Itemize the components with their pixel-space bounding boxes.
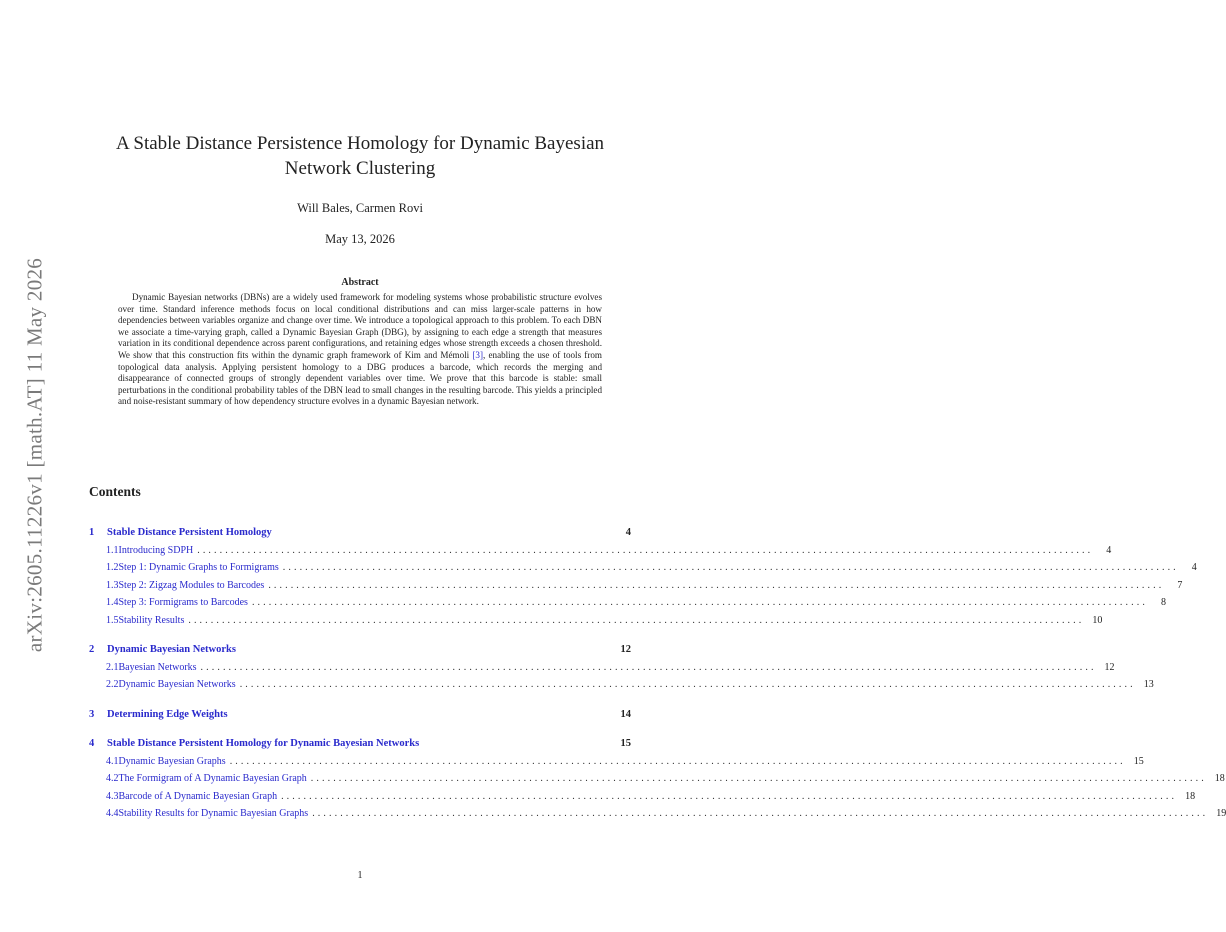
toc-leader-dots: ................................................................................................................................................................ [268, 579, 1165, 591]
toc-entry-label[interactable]: Dynamic Bayesian Networks [107, 644, 236, 655]
toc-entry-page: 18 [1185, 790, 1196, 802]
toc-subsection-1-4[interactable] [89, 597, 1166, 608]
page-number: 1 [357, 870, 363, 881]
toc-entry-number: 2 [89, 644, 95, 655]
toc-subsection-4-1[interactable] [89, 755, 1144, 767]
toc-entry-label[interactable]: Dynamic Bayesian Networks [118, 679, 236, 690]
toc-entry-number: 1 [89, 527, 95, 538]
toc-entry-label[interactable]: The Formigram of A Dynamic Bayesian Graph [118, 773, 307, 784]
toc-entry-number: 1.3 [106, 579, 119, 591]
toc-entry-page: 8 [1160, 597, 1166, 608]
toc-subsection-1-1[interactable] [89, 544, 1112, 556]
toc-entry-label[interactable]: Step 2: Zigzag Modules to Barcodes [118, 579, 265, 591]
toc-entry-label[interactable]: Stable Distance Persistent Homology for Dynamic Bayesian Networks [107, 738, 420, 749]
toc-entry-number: 4.3 [106, 790, 119, 802]
toc-subsection-4-3[interactable] [89, 790, 1196, 802]
abstract-text-part-2: , enabling the use of tools from topological data analysis. Applying persistent homology to a DBG produces a barcode, which records the merging and disappearance of connected groups of strongly dependent variables over time. We prove that this barcode is stable: small perturbations in the conditional probability tables of the DBN lead to small changes in the resulting barcode. This yields a principled and noise-resistant summary of how dependency structure evolves in a dynamic Bayesian network. [118, 349, 602, 407]
paper-authors: Will Bales, Carmen Rovi [297, 201, 423, 215]
citation-link[interactable]: [3] [472, 349, 484, 360]
toc-leader-dots: ................................................................................................................................................................ [200, 661, 1097, 673]
toc-entry-page: 12 [620, 644, 631, 655]
toc-entry-page: 7 [1177, 579, 1183, 591]
toc-leader-dots: ................................................................................................................................................................ [312, 808, 1209, 819]
abstract-body [118, 292, 602, 408]
toc-entry-label[interactable]: Dynamic Bayesian Graphs [118, 755, 226, 767]
toc-entry-number: 2.2 [106, 679, 119, 690]
abstract-text-part-1: Dynamic Bayesian networks (DBNs) are a widely used framework for modeling systems whose probabilistic structure evolves over time. Standard inference methods focus on local conditional distributions and can miss larger-scale patterns in how dependencies between variables organize and change over time. We introduce a topological approach to this problem. To each DBN we associate a time-varying graph, called a Dynamic Bayesian Graph (DBG), by assigning to each edge a strength that measures variation in its conditional dependence across parent configurations, and retaining edges whose strength exceeds a chosen threshold. We show that this construction fits within the dynamic graph framework of Kim and Mémoli [118, 292, 602, 360]
toc-subsection-1-5[interactable] [89, 614, 1103, 626]
abstract-heading: Abstract [341, 277, 379, 288]
toc-leader-dots: ................................................................................................................................................................ [229, 755, 1126, 767]
toc-entry-number: 4.4 [106, 808, 119, 819]
toc-entry-page: 4 [625, 527, 631, 538]
contents-heading: Contents [89, 484, 141, 499]
toc-entry-page: 4 [1191, 562, 1197, 573]
toc-leader-dots: ................................................................................................................................................................ [251, 597, 1148, 608]
toc-entry-page: 19 [1216, 808, 1226, 819]
toc-leader-dots: ................................................................................................................................................................ [282, 562, 1179, 573]
toc-entry-number: 4 [89, 738, 95, 749]
toc-leader-dots: ................................................................................................................................................................ [197, 544, 1094, 556]
toc-entry-page: 10 [1092, 614, 1103, 626]
toc-entry-page: 12 [1104, 661, 1115, 673]
toc-entry-label[interactable]: Stability Results [118, 614, 185, 626]
toc-entry-label[interactable]: Step 3: Formigrams to Barcodes [118, 597, 248, 608]
toc-entry-number: 1.2 [106, 562, 119, 573]
paper-title [95, 131, 625, 181]
toc-leader-dots: ................................................................................................................................................................ [188, 614, 1085, 626]
toc-entry-page: 13 [1143, 679, 1154, 690]
toc-subsection-2-2[interactable] [89, 679, 1154, 690]
toc-subsection-1-2[interactable] [89, 562, 1197, 573]
toc-subsection-1-3[interactable] [89, 579, 1183, 591]
arxiv-identifier: arXiv:2605.11226v1 [math.AT] 11 May 2026 [22, 257, 47, 653]
toc-entry-page: 15 [620, 738, 631, 749]
toc-entry-label[interactable]: Introducing SDPH [118, 544, 194, 556]
toc-entry-label[interactable]: Bayesian Networks [118, 661, 197, 673]
toc-section-3[interactable] [89, 709, 631, 720]
toc-entry-label[interactable]: Stability Results for Dynamic Bayesian Graphs [118, 808, 309, 819]
toc-leader-dots: ................................................................................................................................................................ [281, 790, 1178, 802]
toc-entry-label[interactable]: Determining Edge Weights [107, 709, 228, 720]
toc-section-4[interactable] [89, 738, 631, 749]
toc-entry-number: 4.2 [106, 773, 119, 784]
toc-section-2[interactable] [89, 644, 631, 655]
toc-leader-dots: ................................................................................................................................................................ [239, 679, 1136, 690]
toc-entry-label[interactable]: Stable Distance Persistent Homology [107, 527, 272, 538]
toc-entry-number: 3 [89, 709, 95, 720]
paper-title-line-1: A Stable Distance Persistence Homology for Dynamic Bayesian [115, 133, 605, 154]
toc-entry-page: 14 [620, 709, 631, 720]
toc-entry-number: 1.5 [106, 614, 119, 626]
toc-entry-number: 1.4 [106, 597, 119, 608]
toc-leader-dots: ................................................................................................................................................................ [310, 773, 1207, 784]
paper-title-line-2: Network Clustering [284, 158, 436, 179]
toc-entry-number: 4.1 [106, 755, 119, 767]
toc-entry-label[interactable]: Barcode of A Dynamic Bayesian Graph [118, 790, 278, 802]
toc-entry-page: 15 [1133, 755, 1144, 767]
toc-entry-number: 1.1 [106, 544, 119, 556]
toc-subsection-4-2[interactable] [89, 773, 1225, 784]
toc-entry-label[interactable]: Step 1: Dynamic Graphs to Formigrams [118, 562, 279, 573]
toc-subsection-4-4[interactable] [89, 808, 1226, 819]
toc-entry-page: 18 [1214, 773, 1225, 784]
toc-entry-page: 4 [1106, 544, 1112, 556]
toc-section-1[interactable] [89, 527, 631, 538]
paper-date: May 13, 2026 [325, 232, 395, 246]
toc-entry-number: 2.1 [106, 661, 119, 673]
toc-subsection-2-1[interactable] [89, 661, 1115, 673]
